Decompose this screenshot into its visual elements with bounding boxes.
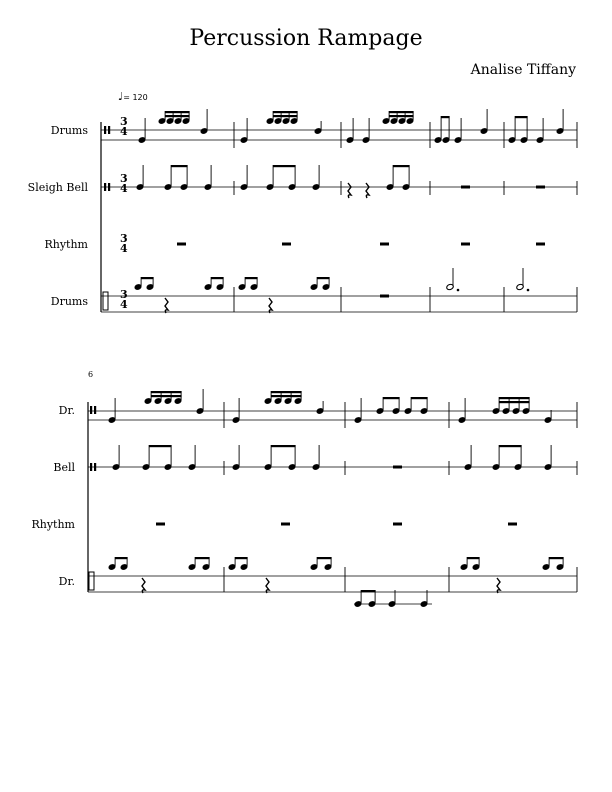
note-beam [441,116,450,118]
rest-symbol [156,523,165,526]
quarter-rest [165,298,168,313]
percussion-clef [103,292,108,310]
percussion-clef [108,126,110,134]
percussion-clef [94,406,96,414]
instrument-label-drums-2: Drums [50,295,88,308]
rest-symbol [380,243,389,246]
instrument-label-rhythm-2: Rhythm [31,518,75,531]
measure-number: 6 [88,370,94,379]
note-beam [467,557,480,559]
instrument-label-rhythm: Rhythm [44,238,88,251]
instrument-label-dr-2: Dr. [58,575,75,588]
rest-symbol [380,295,389,298]
note-beam [549,557,564,559]
time-sig-top: 3 [120,172,128,185]
note-beam [393,165,410,167]
note-beam [195,557,210,559]
dot [527,289,530,292]
rest-symbol [393,523,402,526]
quarter-rest [348,183,351,198]
quarter-note-icon: ♩ [118,90,124,103]
note-beam [141,277,154,279]
note-beam [149,445,172,447]
time-sig-bottom: 4 [120,125,128,138]
time-sig-top: 3 [120,288,128,301]
rest-symbol [282,243,291,246]
note-beam [515,116,528,118]
time-sig-bottom: 4 [120,298,128,311]
note-beam [499,401,529,403]
percussion-clef [94,463,96,471]
rest-symbol [177,243,186,246]
note-beam [499,445,521,447]
rest-symbol [461,243,470,246]
note-beam [389,115,414,117]
time-sig-top: 3 [120,115,128,128]
instrument-label-bell: Bell [53,461,75,474]
percussion-clef [104,183,106,191]
note-beam [245,277,258,279]
note-beam [271,391,302,393]
note-beam [361,590,376,592]
score-title: Percussion Rampage [189,26,423,51]
note-beam [235,557,248,559]
quarter-rest [497,578,500,593]
instrument-label-dr: Dr. [58,404,75,417]
note-beam [273,111,298,113]
instrument-label-sleigh-bell: Sleigh Bell [27,181,88,194]
note-beam [165,115,190,117]
note-beam [411,397,428,399]
percussion-clef [90,463,92,471]
time-sig-top: 3 [120,232,128,245]
quarter-rest [269,298,272,313]
rest-symbol [536,243,545,246]
rest-symbol [508,523,517,526]
percussion-clef [108,183,110,191]
time-sig-bottom: 4 [120,182,128,195]
note-beam [151,395,182,397]
note-beam [383,397,400,399]
note-beam [317,557,332,559]
note-beam [273,165,296,167]
rest-symbol [536,186,545,189]
percussion-clef [89,572,94,590]
quarter-rest [266,578,269,593]
note-beam [165,111,190,113]
note-beam [271,395,302,397]
percussion-clef [90,406,92,414]
note-beam [273,115,298,117]
instrument-label-drums: Drums [50,124,88,137]
note-beam [115,557,128,559]
note-beam [171,165,188,167]
rest-symbol [461,186,470,189]
rest-symbol [281,523,290,526]
quarter-rest [366,183,369,198]
note-beam [271,445,296,447]
percussion-clef [104,126,106,134]
note-beam [499,397,529,399]
note-beam [389,111,414,113]
note-beam [317,277,330,279]
composer-name: Analise Tiffany [470,62,576,78]
dot [457,289,460,292]
note-beam [151,391,182,393]
time-sig-bottom: 4 [120,242,128,255]
tempo-text: = 120 [123,93,148,102]
quarter-rest [142,578,145,593]
rest-symbol [393,466,402,469]
note-beam [211,277,224,279]
